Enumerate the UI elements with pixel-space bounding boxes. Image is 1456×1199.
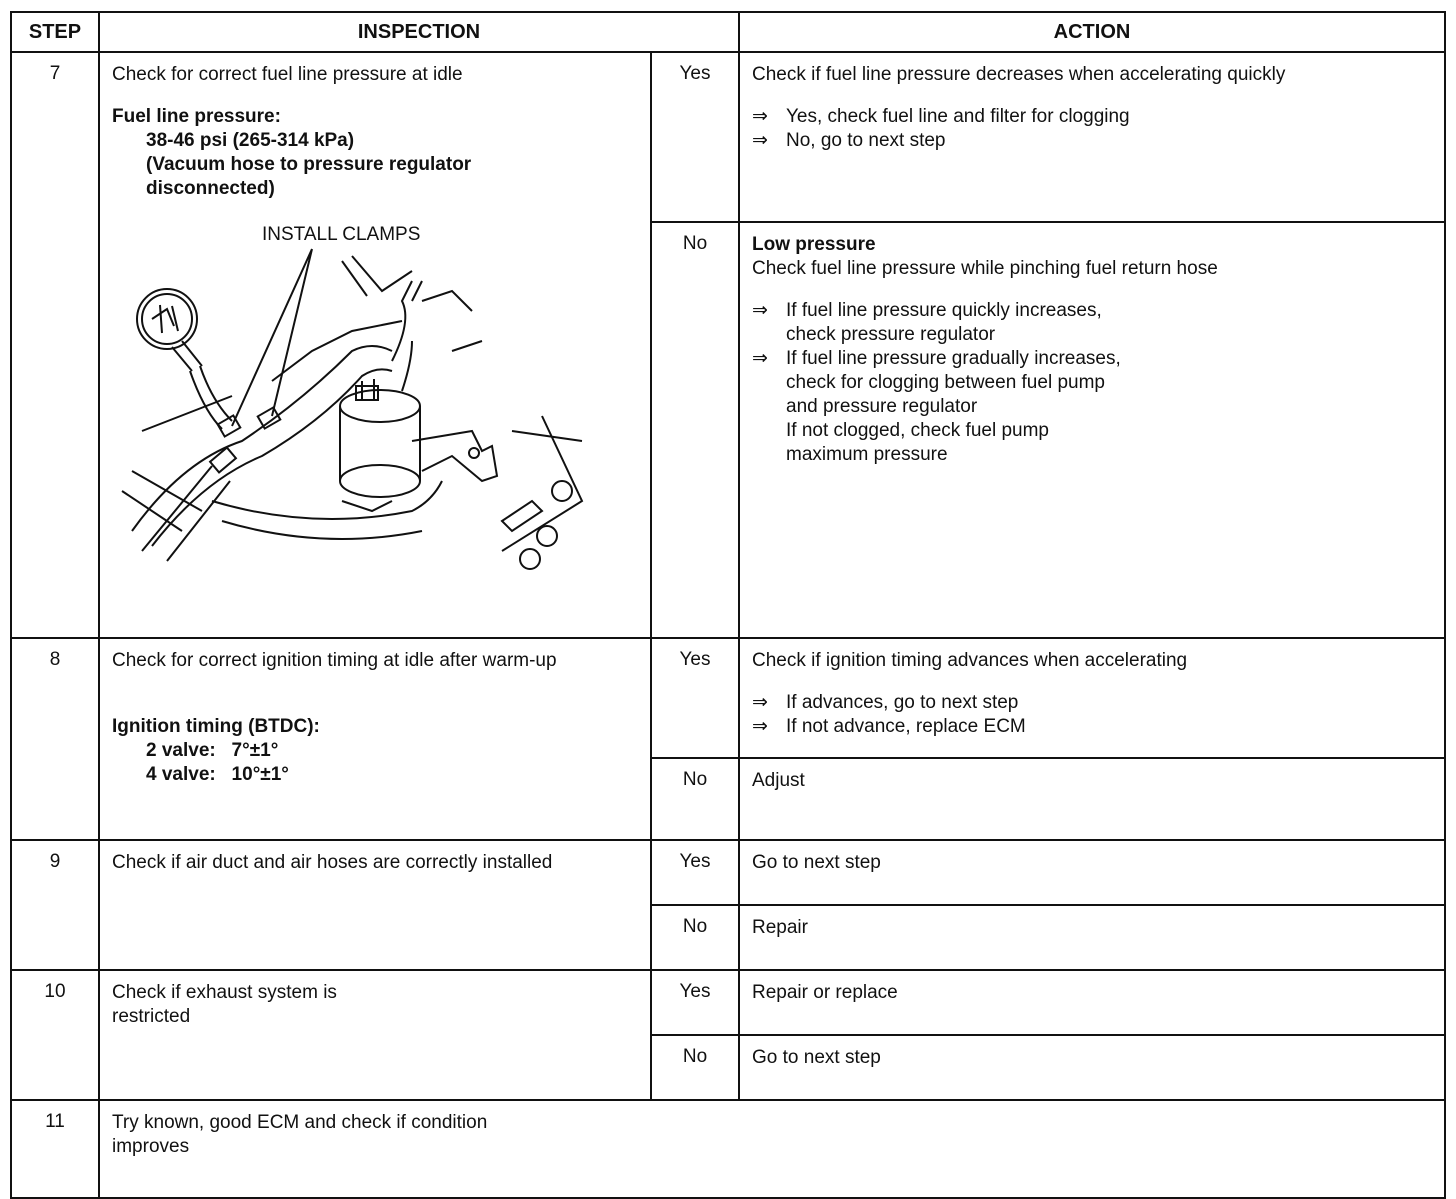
arrow-icon: ⇒ bbox=[752, 692, 768, 713]
spec-title: Fuel line pressure: bbox=[112, 106, 281, 127]
header-action: ACTION bbox=[739, 12, 1445, 52]
arrow-icon: ⇒ bbox=[752, 106, 768, 127]
no-label: No bbox=[651, 905, 739, 970]
spec-line: disconnected) bbox=[146, 178, 275, 199]
inspection-cell bbox=[99, 638, 651, 840]
table-row bbox=[11, 1100, 1445, 1198]
no-label: No bbox=[651, 222, 739, 638]
action-text: Check if fuel line pressure decreases when accelerating quickly bbox=[752, 64, 1286, 85]
action-title: Low pressure bbox=[752, 234, 876, 255]
action-text: Adjust bbox=[739, 758, 1445, 840]
inspection-text: Check for correct fuel line pressure at idle bbox=[112, 64, 463, 85]
action-no bbox=[739, 222, 1445, 638]
action-text: Repair bbox=[739, 905, 1445, 970]
fuel-pressure-gauge-illustration bbox=[112, 201, 638, 601]
yes-label: Yes bbox=[651, 52, 739, 222]
action-bullet: ⇒ If fuel line pressure quickly increases, check pressure regulator bbox=[752, 300, 1102, 345]
header-inspection: INSPECTION bbox=[99, 12, 739, 52]
action-text: Repair or replace bbox=[739, 970, 1445, 1035]
yes-label: Yes bbox=[651, 970, 739, 1035]
table-row bbox=[11, 970, 1445, 1035]
action-bullet: ⇒ If not advance, replace ECM bbox=[752, 716, 1026, 737]
spec-line: (Vacuum hose to pressure regulator bbox=[146, 154, 472, 175]
arrow-icon: ⇒ bbox=[752, 130, 768, 151]
action-bullet: ⇒ If advances, go to next step bbox=[752, 692, 1019, 713]
inspection-text: Check for correct ignition timing at idle after warm-up bbox=[112, 650, 557, 671]
action-bullet: ⇒ Yes, check fuel line and filter for clogging bbox=[752, 106, 1130, 127]
step-number: 8 bbox=[11, 638, 99, 840]
action-bullet: ⇒ If fuel line pressure gradually increases, check for clogging between fuel pump and pressure regulator If not clogged, check fuel pump maximum pressure bbox=[752, 348, 1121, 465]
step-number: 11 bbox=[11, 1100, 99, 1198]
header-row bbox=[11, 12, 1445, 52]
step-number: 10 bbox=[11, 970, 99, 1100]
inspection-cell bbox=[99, 52, 651, 638]
spec-line: 2 valve: 7°±1° bbox=[146, 740, 279, 761]
inspection-text: Check if air duct and air hoses are correctly installed bbox=[99, 840, 651, 970]
inspection-text: Check if exhaust system is restricted bbox=[99, 970, 651, 1100]
action-text: Check if ignition timing advances when accelerating bbox=[752, 650, 1188, 671]
arrow-icon: ⇒ bbox=[752, 300, 768, 321]
action-text: Check fuel line pressure while pinching fuel return hose bbox=[752, 258, 1218, 279]
spec-line: 4 valve: 10°±1° bbox=[146, 764, 289, 785]
spec-line: 38-46 psi (265-314 kPa) bbox=[146, 130, 355, 151]
figure-label: INSTALL CLAMPS bbox=[262, 224, 421, 245]
arrow-icon: ⇒ bbox=[752, 716, 768, 737]
yes-label: Yes bbox=[651, 638, 739, 758]
table-row bbox=[11, 52, 1445, 222]
step-number: 7 bbox=[11, 52, 99, 638]
arrow-icon: ⇒ bbox=[752, 348, 768, 369]
yes-label: Yes bbox=[651, 840, 739, 905]
diagnostic-table bbox=[10, 11, 1446, 1199]
action-yes bbox=[739, 52, 1445, 222]
no-label: No bbox=[651, 758, 739, 840]
action-bullet: ⇒ No, go to next step bbox=[752, 130, 946, 151]
action-yes bbox=[739, 638, 1445, 758]
action-text: Go to next step bbox=[739, 840, 1445, 905]
spec-title: Ignition timing (BTDC): bbox=[112, 716, 320, 737]
header-step: STEP bbox=[11, 12, 99, 52]
table-row bbox=[11, 638, 1445, 758]
action-text: Go to next step bbox=[739, 1035, 1445, 1100]
no-label: No bbox=[651, 1035, 739, 1100]
inspection-text: Try known, good ECM and check if condition improves bbox=[99, 1100, 1445, 1198]
step-number: 9 bbox=[11, 840, 99, 970]
table-row bbox=[11, 840, 1445, 905]
